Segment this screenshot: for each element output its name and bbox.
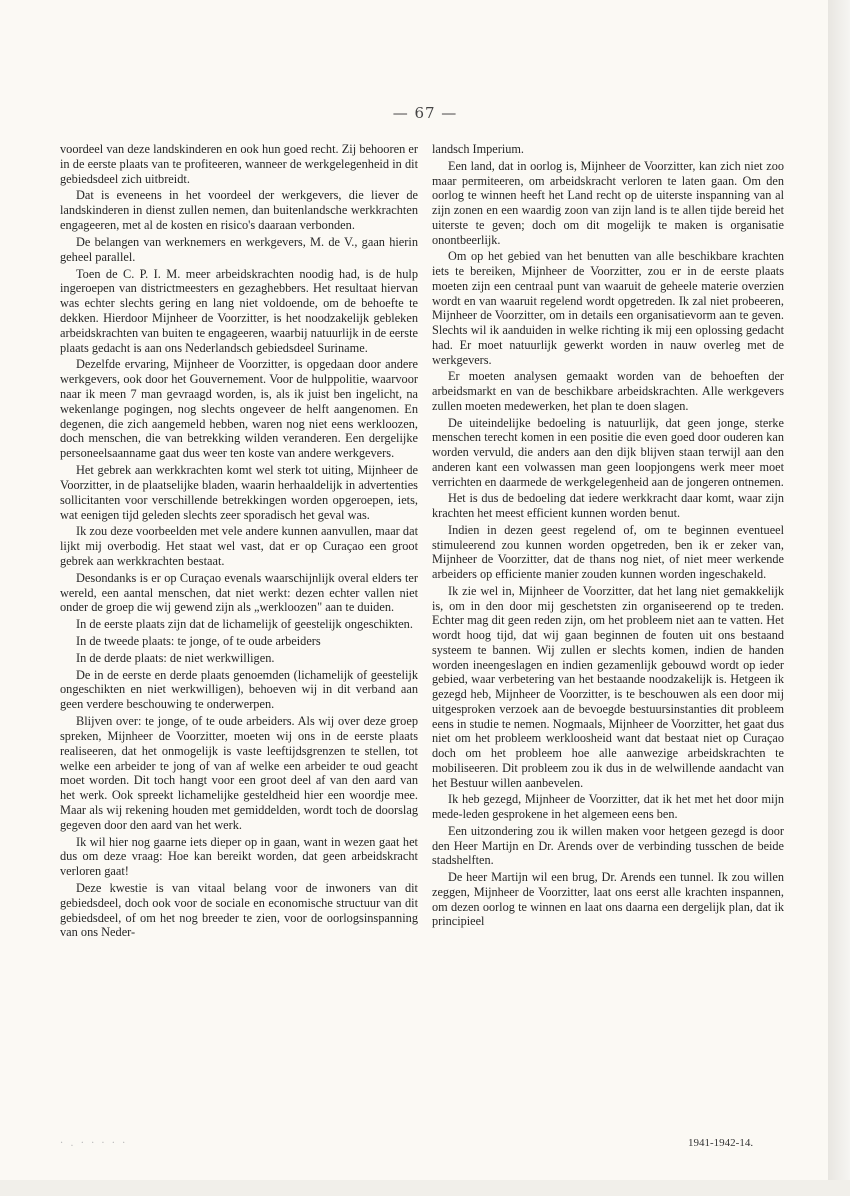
paragraph: Blijven over: te jonge, of te oude arbeiders. Als wij over deze groep spreken, Mijnheer de Voorzitter, moeten wij ons in de eerste plaats realiseeren, dat het onmogelijk is vaste leeftijdsgrenzen te stellen, tot welke een arbeider te jong of van af welke een arbeider te oud geacht moet worden. Dit toch hangt voor een groot deel af van den aard van het werk. Ook spreekt lichamelijke gesteldheid hier een woordje mee. Maar als wij rekening houden met gemiddelden, wordt toch de doorslag gegeven door den aard van het werk. [60,714,418,832]
paragraph: landsch Imperium. [432,142,524,156]
right-column [432,142,784,942]
paragraph: De uiteindelijke bedoeling is natuurlijk, dat geen jonge, sterke menschen terecht komen in een positie die even goed door ouderen kan worden vervuld, die anders aan den dijk blijven staan terwijl aan den anderen kant een volwassen man geen loopjongens werk meer moet verrichten en daarmede de werkgelegenheid aan de jongeren ontnemen. [432,415,784,489]
paragraph: Indien in dezen geest regelend of, om te beginnen eventueel stimuleerend zou kunnen worden opgetreden, ben ik er zeker van, Mijnheer de Voorzitter, dat de thans nog niet, of niet meer werkende arbeiders op efficiente manier zouden kunnen worden ingeschakeld. [432,522,784,581]
page-edge-shadow [828,0,850,1196]
paragraph: Dezelfde ervaring, Mijnheer de Voorzitter, is opgedaan door andere werkgevers, ook door het Gouvernement. Voor de hulppolitie, waarvoor naar ik meen 7 man gevraagd worden, is, als ik juist ben ingelicht, na wekenlange pogingen, nog slechts ongeveer de helft aangenomen. En degenen, die zich aangemeld hebben, waren nog niet eens werkloozen, doch menschen, die van betrekking wilden veranderen. Een dergelijke personeelsaanname gaat dus weer ten koste van andere werkgevers. [60,357,418,461]
paragraph: In de tweede plaats: te jonge, of te oude arbeiders [76,634,321,648]
paragraph: De in de eerste en derde plaats genoemden (lichamelijk of geestelijk ongeschikten en niet werkwilligen), behoeven wij in dit verband aan geen verdere beschouwing te onderwerpen. [60,667,418,712]
paragraph: Een land, dat in oorlog is, Mijnheer de Voorzitter, kan zich niet zoo maar permiteeren, om arbeidskracht verloren te laten gaan. Om den oorlog te winnen heeft het Land recht op de uiterste inspanning van al zijn zonen en een waardig zoon van zijn land is te allen tijde bereid het uiterste te geven; doch om dit mogelijk te maken is organisatie onontbeerlijk. [432,158,784,247]
paragraph: Een uitzondering zou ik willen maken voor hetgeen gezegd is door den Heer Martijn en Dr. Arends over de verbinding tusschen de beide stadshelften. [432,823,784,868]
left-column [60,142,418,942]
paragraph: voordeel van deze landskinderen en ook hun goed recht. Zij behooren er in de eerste plaats van te profiteeren, wanneer de werkgelegenheid in dit gebiedsdeel zich uitbreidt. [60,142,418,186]
paragraph: Het gebrek aan werkkrachten komt wel sterk tot uiting, Mijnheer de Voorzitter, in de plaatselijke bladen, waarin herhaaldelijk in advertenties sollicitanten voor verschillende betrekkingen worden opgeroepen, iets, wat eenigen tijd geleden slechts zeer sporadisch het geval was. [60,463,418,522]
paragraph: Ik zie wel in, Mijnheer de Voorzitter, dat het lang niet gemakkelijk is, om in den door mij geschetsten zin organiseerend op te treden. Echter mag dit geen reden zijn, om het probleem niet aan te vatten. Het wordt hoog tijd, dat wij gaan beginnen de fouten uit ons bestaand systeem te bannen. Wij zullen er slechts komen, indien de handen worden ineengeslagen en indien gezamenlijk gebouwd wordt op ieder gebied, waar verbetering van het bestaande noodzakelijk is. Hetgeen ik gezegd heb, Mijnheer de Voorzitter, is te beschouwen als een door mij uitgesproken verzoek aan de bevoegde bestuursinstanties dit probleem eens in studie te nemen. Nogmaals, Mijnheer de Voorzitter, het gaat dus niet om het probleem werkloosheid want dat bestaat niet op Curaçao doch om het probleem hoe alle aanwezige arbeidskrachten te mobiliseeren. Dit probleem zou ik dus in de welwillende aandacht van het Bestuur willen aanbevelen. [432,583,784,790]
paragraph: Het is dus de bedoeling dat iedere werkkracht daar komt, waar zijn krachten het meest efficient kunnen worden benut. [432,491,784,520]
paragraph: Ik heb gezegd, Mijnheer de Voorzitter, dat ik het met het door mijn mede-leden gesprokene in het algemeen eens ben. [432,792,784,821]
document-reference: 1941-1942-14. [688,1137,754,1149]
paragraph: Ik zou deze voorbeelden met vele andere kunnen aanvullen, maar dat lijkt mij overbodig. Het staat wel vast, dat er op Curaçao een groot gebrek aan werkkrachten bestaat. [60,524,418,568]
scan-bottom-strip [0,1180,850,1196]
paragraph: Deze kwestie is van vitaal belang voor de inwoners van dit gebiedsdeel, doch ook voor de sociale en economische structuur van dit gebiedsdeel, of om het nog breeder te zien, voor de oorlogsinspanning van ons Neder- [60,881,418,940]
paragraph: Om op het gebied van het benutten van alle beschikbare krachten iets te bereiken, Mijnheer de Voorzitter, zou er in de eerste plaats moeten zijn een centraal punt van waaruit de geheele materie overzien wordt en van waaruit regelend wordt opgetreden. Ik zal niet probeeren, Mijnheer de Voorzitter, om in details een organisatievorm aan te geven. Slechts wil ik aanduiden in welke richting ik mij een oplossing gedacht had. Er moet natuurlijk gewerkt worden in nauw overleg met de werkgevers. [432,249,784,367]
paragraph: Toen de C. P. I. M. meer arbeidskrachten noodig had, is de hulp ingeroepen van districtmeesters en gezaghebbers. Het resultaat hiervan was echter slechts gering en lang niet voldoende, om de behoefte te dekken. Hierdoor Mijnheer de Voorzitter, is het noodzakelijk gebleken arbeidskrachten van buiten te engageeren, waarbij natuurlijk in de eerste plaats gedacht is aan ons Nederlandsch gebiedsdeel Suriname. [60,266,418,355]
page-number: — 67 — [392,104,458,122]
paragraph: In de derde plaats: de niet werkwilligen. [76,650,275,665]
paragraph: Er moeten analysen gemaakt worden van de behoeften der arbeidsmarkt en van de beschikbare arbeidskrachten. Alle werkgevers zullen moeten medewerken, het plan te doen slagen. [432,369,784,413]
paragraph: Dat is eveneens in het voordeel der werkgevers, die liever de landskinderen in dienst zullen nemen, dan buitenlandsche werkkrachten engageeren, met al de kosten en risico's daaraan verbonden. [60,188,418,233]
faded-stamp-marks: · . · · · · · [60,1138,128,1149]
paragraph: Desondanks is er op Curaçao evenals waarschijnlijk overal elders ter wereld, een aantal menschen, dat niet werkt: dezen echter vallen niet onder de groep die wij gewend zijn als „werkloozen" aan te duiden. [60,570,418,615]
paragraph: De belangen van werknemers en werkgevers, M. de V., gaan hierin geheel parallel. [60,234,418,264]
paragraph: Ik wil hier nog gaarne iets dieper op in gaan, want in wezen gaat het dus om deze vraag: Hoe kan bereikt worden, dat geen arbeidskracht verloren gaat! [60,834,418,879]
paragraph: In de eerste plaats zijn dat de lichamelijk of geestelijk ongeschikten. [76,617,413,632]
paragraph: De heer Martijn wil een brug, Dr. Arends een tunnel. Ik zou willen zeggen, Mijnheer de Voorzitter, laat ons eerst alle krachten inspannen, om dezen oorlog te winnen en laat ons daarna een dergelijk plan, dat ik principieel [432,870,784,929]
